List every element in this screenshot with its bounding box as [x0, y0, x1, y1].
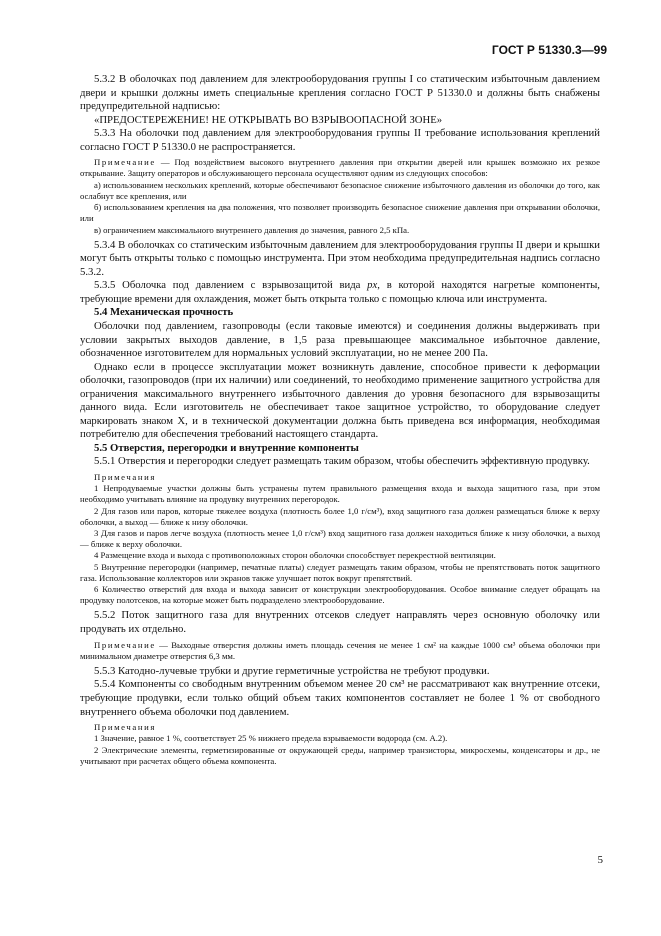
- paragraph-5-5-4: 5.5.4 Компоненты со свободным внутренним объемом менее 20 см³ не рассматривают как внутренние отсеки, требующие продувки, если только общий объем таких компонентов составляет не более 1 % от свободного внутреннего объема оболочки под давлением.: [80, 678, 600, 718]
- note-3: [80, 640, 600, 662]
- paragraph-5-5-1: 5.5.1 Отверстия и перегородки следует размещать таким образом, чтобы обеспечить эффективную продувку.: [94, 455, 590, 468]
- note-4-2: 2 Электрические элементы, герметизированные от окружающей среды, например транзисторы, микросхемы, конденсаторы и др., не учитывают при расчетах общего объема компонента.: [80, 744, 600, 766]
- section-heading-5-5: 5.5 Отверстия, перегородки и внутренние компоненты: [94, 441, 359, 454]
- note-text: — Выходные отверстия должны иметь площадь сечения не менее 1 см² на каждые 1000 см³ объема оболочки при минимальном диаметре отверстия 6,3 мм.: [80, 639, 600, 661]
- warning-inscription: «ПРЕДОСТЕРЕЖЕНИЕ! НЕ ОТКРЫВАТЬ ВО ВЗРЫВООПАСНОЙ ЗОНЕ»: [94, 113, 443, 126]
- note-1-item-b: б) использованием крепления на два положения, что позволяет производить безопасное снижение давления при открывании оболочки, или: [80, 202, 600, 224]
- document-header: ГОСТ Р 51330.3—99: [491, 43, 607, 57]
- paragraph-5-3-3: 5.3.3 На оболочки под давлением для электрооборудования группы II требование использования креплений согласно ГОСТ Р 51330.0 не распространяется.: [80, 127, 600, 153]
- paragraph-text: , в которой находятся нагретые компоненты, требующие времени для охлаждения, может быть открыта только с помощью ключа или инструмента.: [80, 279, 600, 305]
- paragraph-5-3-4: 5.3.4 В оболочках со статическим избыточным давлением для электрооборудования группы II двери и крышки могут быть открыты только с помощью инструмента. При этом необходима предупредительная надпись согласно 5.3.2.: [80, 238, 600, 278]
- document-body: [80, 73, 600, 767]
- paragraph-5-4-a: Оболочки под давлением, газопроводы (если таковые имеются) и соединения должны выдерживать при условии закрытых выходов давление, в 1,5 раза превышающее максимальное избыточное давление, обозначенное изготовителем для нормальных условий эксплуатации, но не менее 200 Па.: [80, 319, 600, 360]
- paragraph-5-3-2: 5.3.2 В оболочках под давлением для электрооборудования группы I со статическим избыточным давлением двери и крышки должны иметь специальные крепления согласно ГОСТ Р 51330.0 и должны быть снабжены предупредительной надписью:: [80, 73, 600, 113]
- note-2-3: 3 Для газов и паров легче воздуха (плотность менее 1,0 г/см³) вход защитного газа должен находиться ближе к низу оболочки, а выход — ближе к верху оболочки.: [80, 528, 600, 550]
- note-4-1: 1 Значение, равное 1 %, соответствует 25 % нижнего предела взрываемости водорода (см. А.2).: [94, 733, 448, 744]
- protection-type: px: [367, 279, 378, 292]
- note-2-5: 5 Внутренние перегородки (например, печатные платы) следует размещать таким образом, чтобы не препятствовать поток защитного газа. Использование коллекторов или экранов также улучшает поток вокруг препятствий.: [80, 561, 600, 583]
- note-label: Примечание: [94, 639, 156, 650]
- paragraph-5-4-b: Однако если в процессе эксплуатации может возникнуть давление, способное привести к деформации оболочки, газопроводов (при их наличии) или соединений, то необходимо применение защитного устройства для ограничения максимального внутреннего избыточного давления до уровня безопасного для взрывозащиты данного вида. Если изготовитель не обеспечивает такое защитное устройство, то оборудование следует маркировать знаком X, и в технической документации должна быть приведена вся информация, необходимая потребителю для обеспечения требований настоящего стандарта.: [80, 360, 600, 441]
- note-label: Примечание: [94, 157, 156, 168]
- paragraph-5-3-5: [80, 279, 600, 306]
- note-text: — Под воздействием высокого внутреннего давления при открытии дверей или крышек возможно их резкое открывание. Защиту операторов и обслуживающего персонала осуществляют одним из следующих способов:: [80, 157, 600, 179]
- paragraph-text: 5.3.5 Оболочка под давлением с взрывозащитой вида: [94, 279, 368, 292]
- note-1-item-a: а) использованием нескольких креплений, которые обеспечивают безопасное снижение избыточного давления из оболочки до того, как ослабнут все крепления, или: [80, 179, 600, 201]
- paragraph-5-5-3: 5.5.3 Катодно-лучевые трубки и другие герметичные устройства не требуют продувки.: [94, 664, 490, 677]
- page-number: 5: [597, 854, 603, 866]
- notes-label: Примечания: [94, 472, 156, 482]
- paragraph-5-5-2: 5.5.2 Поток защитного газа для внутренних отсеков следует направлять через основную оболочку или продувать их отдельно.: [80, 609, 600, 635]
- note-1-item-c: в) ограничением максимального внутреннего давления до значения, равного 2,5 кПа.: [94, 224, 410, 235]
- section-heading-5-4: 5.4 Механическая прочность: [94, 306, 234, 319]
- note-2-1: 1 Непродуваемые участки должны быть устранены путем правильного размещения входа и выхода защитного газа, при этом необходимо учитывать влияние на продувку внутренних перегородок.: [80, 483, 600, 505]
- note-2-6: 6 Количество отверстий для входа и выхода зависит от конструкции электрооборудования. Особое внимание следует обращать на продувку полотсеков, на которые может быть подразделено электрооборудование.: [80, 584, 600, 606]
- note-2-4: 4 Размещение входа и выхода с противоположных сторон оболочки способствует перекрестной вентиляции.: [94, 550, 496, 561]
- notes-label: Примечания: [94, 722, 156, 733]
- note-2-2: 2 Для газов или паров, которые тяжелее воздуха (плотность более 1,0 г/см³), вход защитного газа должен размещаться ближе к верху оболочки, а выход — ближе к низу оболочки.: [80, 505, 600, 527]
- note-1: [80, 157, 600, 179]
